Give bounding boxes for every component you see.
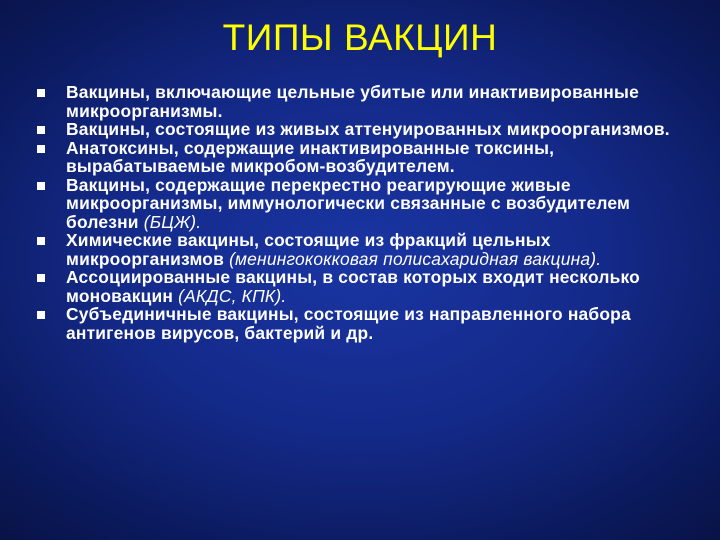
- bullet-text: Ассоциированные вакцины, в состав которых входит несколько моновакцин: [66, 267, 640, 306]
- square-bullet-icon: [37, 145, 45, 153]
- square-bullet-icon: [37, 89, 45, 97]
- bullet-text: Субъединичные вакцины, состоящие из направленного набора антигенов вирусов, бактерий и др.: [66, 304, 631, 343]
- bullet-item: [36, 139, 686, 176]
- square-bullet-icon: [37, 311, 45, 319]
- bullet-item: [36, 176, 686, 232]
- square-bullet-icon: [37, 182, 45, 190]
- bullet-item: [36, 83, 686, 120]
- bullet-example: (АКДС, КПК).: [178, 285, 287, 306]
- bullet-example: (БЦЖ).: [143, 211, 202, 232]
- bullet-text: Анатоксины, содержащие инактивированные токсины, вырабатываемые микробом-возбудителем.: [66, 137, 555, 176]
- bullet-item: [36, 268, 686, 305]
- bullet-text: Химические вакцины, состоящие из фракций цельных микроорганизмов: [66, 230, 551, 269]
- square-bullet-icon: [37, 274, 45, 282]
- bullet-item: [36, 120, 686, 139]
- bullet-text: Вакцины, состоящие из живых аттенуированных микроорганизмов.: [66, 119, 670, 139]
- bullet-item: [36, 305, 686, 342]
- bullet-text: Вакцины, включающие цельные убитые или инактивированные микроорганизмы.: [66, 82, 639, 121]
- bullet-example: (менингококковая полисахаридная вакцина).: [229, 248, 602, 269]
- bullet-item: [36, 231, 686, 268]
- slide-title: ТИПЫ ВАКЦИН: [222, 17, 498, 58]
- square-bullet-icon: [37, 237, 45, 245]
- square-bullet-icon: [37, 126, 45, 134]
- bullet-list: [36, 83, 686, 342]
- bullet-text: Вакцины, содержащие перекрестно реагирующие живые микроорганизмы, иммунологически связанные с возбудителем болезни: [66, 174, 631, 232]
